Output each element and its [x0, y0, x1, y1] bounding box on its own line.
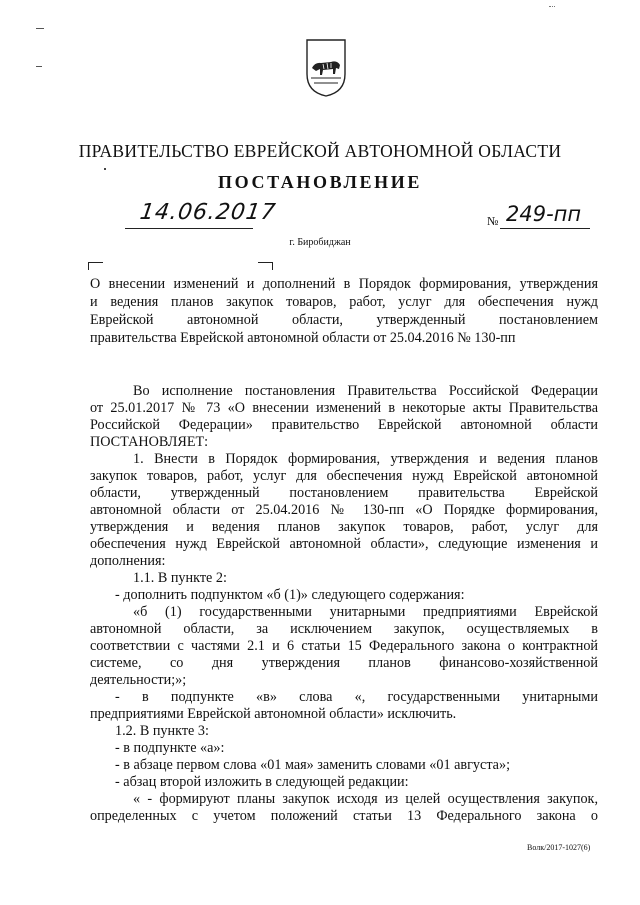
- body-line: деятельности;»;: [90, 672, 187, 688]
- body-line: 1. Внести в Порядок формирования, утверждения и ведения планов: [133, 451, 598, 467]
- coat-of-arms-tiger-icon: [305, 38, 347, 98]
- body-line: - абзац второй изложить в следующей редакции:: [115, 774, 409, 790]
- scan-mark: [36, 28, 44, 29]
- body-line: ПОСТАНОВЛЯЕТ:: [90, 434, 209, 450]
- body-line: утверждения и ведения планов закупок товаров, работ, услуг для: [90, 519, 598, 535]
- title-corner-left: [88, 262, 103, 270]
- body-line: области, утвержденный постановлением правительства Еврейской: [90, 485, 598, 501]
- footer-code: Волк/2017-1027(6): [527, 843, 591, 852]
- document-date: 14.06.2017: [138, 200, 278, 225]
- document-number: 249-пп: [506, 202, 582, 226]
- title-line: и ведения планов закупок товаров, работ, услуг для обеспечения нужд: [90, 294, 598, 310]
- body-line: соответствии с частями 2.1 и 6 статьи 15 Федерального закона о контрактной: [90, 638, 598, 654]
- body-line: - в подпункте «в» слова «, государственными унитарными: [115, 689, 598, 705]
- body-line: дополнения:: [90, 553, 166, 569]
- body-line: от 25.01.2017 № 73 «О внесении изменений в некоторые акты Правительства: [90, 400, 598, 416]
- title-line: О внесении изменений и дополнений в Порядок формирования, утверждения: [90, 276, 598, 292]
- scan-mark: [36, 66, 42, 67]
- title-line: правительства Еврейской автономной области от 25.04.2016 № 130-пп: [90, 330, 516, 346]
- document-type: ПОСТАНОВЛЕНИЕ: [218, 172, 422, 192]
- body-line: 1.2. В пункте 3:: [115, 723, 209, 739]
- body-line: закупок товаров, работ, услуг для обеспечения нужд Еврейской автономной: [90, 468, 598, 484]
- date-underline: [125, 228, 253, 229]
- body-line: системе, со дня утверждения планов финансово-хозяйственной: [90, 655, 598, 671]
- body-line: Российской Федерации» правительство Еврейской автономной области: [90, 417, 598, 433]
- body-line: « - формируют планы закупок исходя из целей осуществления закупок,: [133, 791, 598, 807]
- number-sign: №: [487, 214, 499, 228]
- title-corner-right: [258, 262, 273, 270]
- scan-mark: [549, 6, 555, 7]
- city: г. Биробиджан: [289, 237, 351, 248]
- body-line: обеспечения нужд Еврейской автономной области», следующие изменения и: [90, 536, 598, 552]
- body-line: - в подпункте «а»:: [115, 740, 225, 756]
- body-line: Во исполнение постановления Правительства Российской Федерации: [133, 383, 598, 399]
- body-line: - дополнить подпунктом «б (1)» следующего содержания:: [115, 587, 465, 603]
- body-line: 1.1. В пункте 2:: [133, 570, 227, 586]
- body-line: «б (1) государственными унитарными предприятиями Еврейской: [133, 604, 598, 620]
- scan-dot: [104, 168, 106, 170]
- number-underline: [500, 228, 590, 229]
- body-line: - в абзаце первом слова «01 мая» заменить словами «01 августа»;: [115, 757, 511, 773]
- title-line: Еврейской автономной области, утвержденный постановлением: [90, 312, 598, 328]
- body-line: предприятиями Еврейской автономной области» исключить.: [90, 706, 457, 722]
- body-line: определенных с учетом положений статьи 13 Федерального закона о: [90, 808, 598, 824]
- body-line: автономной области, за исключением закупок, осуществляемых в: [90, 621, 598, 637]
- organization-title: ПРАВИТЕЛЬСТВО ЕВРЕЙСКОЙ АВТОНОМНОЙ ОБЛАСТИ: [78, 141, 562, 161]
- body-line: автономной области от 25.04.2016 № 130-пп «О Порядке формирования,: [90, 502, 598, 518]
